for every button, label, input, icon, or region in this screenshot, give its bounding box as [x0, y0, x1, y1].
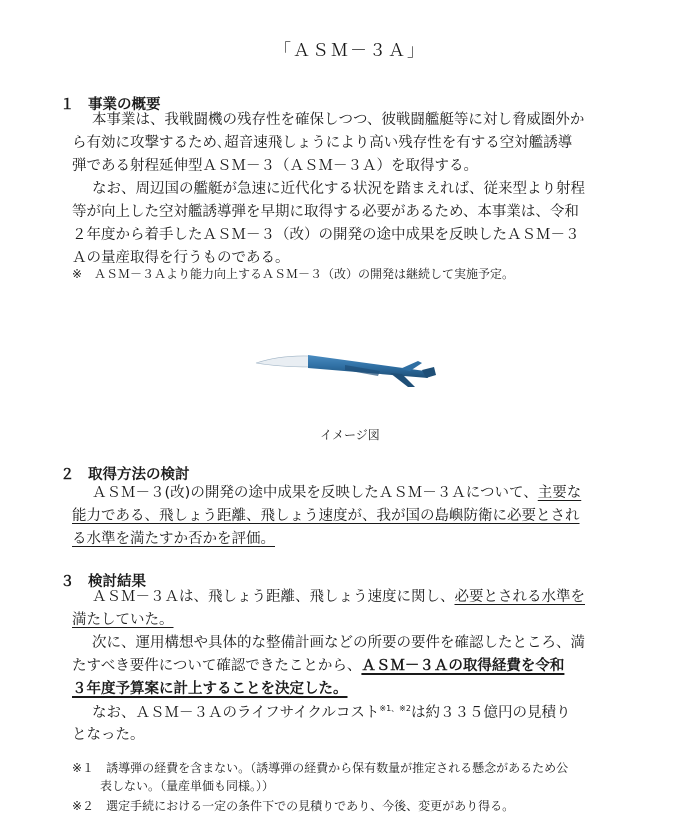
- section-1-note: ※ ＡＳＭ－３Ａより能力向上するＡＳＭ－３（改）の開発は継続して実施予定。: [72, 267, 515, 281]
- footnote-1-line-2: 表しない。（量産単価も同様。））: [100, 779, 275, 793]
- section-2-line-1: [92, 486, 581, 501]
- image-caption: イメージ図: [320, 428, 380, 442]
- section-3-title: 検討結果: [88, 574, 146, 590]
- footnote-1-mark: ※１: [72, 761, 95, 775]
- section-1-line-2: ら有効に攻撃するため､超音速飛しょうにより高い残存性を有する空対艦誘導: [72, 135, 573, 151]
- footnote-2-mark: ※２: [72, 799, 95, 813]
- missile-nose-cone: [256, 356, 310, 367]
- section-2-line-2: 能力である、飛しょう距離、飛しょう速度が、我が国の島嶼防衛に必要とされ: [72, 508, 580, 524]
- section-3-number: ３: [60, 574, 75, 590]
- section-3-line-1: [92, 590, 585, 605]
- footnote-2: [72, 800, 514, 812]
- section-3-lcc-amount: は約３３５億円の見積り: [410, 705, 571, 721]
- footnote-1-line-1: 誘導弾の経費を含まない。（誘導弾の経費から保有数量が推定される懸念があるため公: [106, 761, 569, 775]
- section-1-line-6: ２年度から着手したＡＳＭ－３（改）の開発の途中成果を反映したＡＳＭ－３: [72, 227, 580, 243]
- section-1-heading: [60, 93, 161, 114]
- section-2-title: 取得方法の検討: [88, 467, 190, 483]
- missile-fin-upper: [400, 361, 422, 371]
- section-1-line-5: 等が向上した空対艦誘導弾を早期に取得する必要があるため、本事業は、令和: [72, 204, 579, 220]
- section-3-decision-2: ３年度予算案に計上することを決定した。: [72, 681, 348, 697]
- missile-image: [250, 345, 440, 395]
- section-1-line-4: なお、周辺国の艦艇が急速に近代化する状況を踏まえれば、従来型より射程: [92, 181, 585, 197]
- section-1-title: 事業の概要: [88, 97, 161, 113]
- footnote-1: [72, 762, 568, 774]
- section-1-line-1: 本事業は、我戦闘機の残存性を確保しつつ、彼戦闘艦艇等に対し脅威圏外か: [92, 112, 585, 128]
- section-2-line-3: る水準を満たすか否かを評価。: [72, 531, 275, 547]
- section-3-line-3: 次に、運用構想や具体的な整備計画などの所要の要件を確認したところ、満: [92, 635, 585, 651]
- section-3-heading: [60, 570, 146, 591]
- section-1-line-7: Ａの量産取得を行うものである。: [72, 250, 290, 266]
- section-2-heading: [60, 463, 190, 484]
- section-3-line-2: 満たしていた。: [72, 612, 174, 628]
- section-3-line-6: [92, 705, 570, 721]
- section-2-line-1-underlined: 主要な: [537, 485, 582, 501]
- page-title: 「ＡＳＭ－３Ａ」: [274, 41, 426, 61]
- section-3-line-1-underlined: 必要とされる水準を: [454, 589, 585, 605]
- section-3-line-1-text: ＡＳＭ－３Ａは、飛しょう距離、飛しょう速度に関し、: [92, 589, 455, 605]
- section-3-lcc-ref: ※1、※2: [379, 704, 411, 713]
- section-3-decision-1: ＡＳＭ－３Ａの取得経費を令和: [361, 658, 565, 674]
- section-2-number: ２: [60, 467, 75, 483]
- section-3-line-7: となった。: [72, 727, 145, 743]
- section-2-line-1-text: ＡＳＭ－３(改)の開発の途中成果を反映したＡＳＭ－３Ａについて、: [92, 485, 538, 501]
- footnote-2-line-1: 選定手続における一定の条件下での見積りであり、今後、変更があり得る。: [106, 799, 515, 813]
- section-3-line-4: [72, 659, 564, 674]
- section-1-number: １: [60, 97, 75, 113]
- section-1-line-3: 弾である射程延伸型ＡＳＭ－３（ＡＳＭ－３Ａ）を取得する。: [72, 158, 478, 174]
- section-3-line-4-text: たすべき要件について確認できたことから、: [72, 658, 362, 674]
- section-3-lcc-text: なお、ＡＳＭ－３Ａのライフサイクルコスト: [92, 705, 380, 721]
